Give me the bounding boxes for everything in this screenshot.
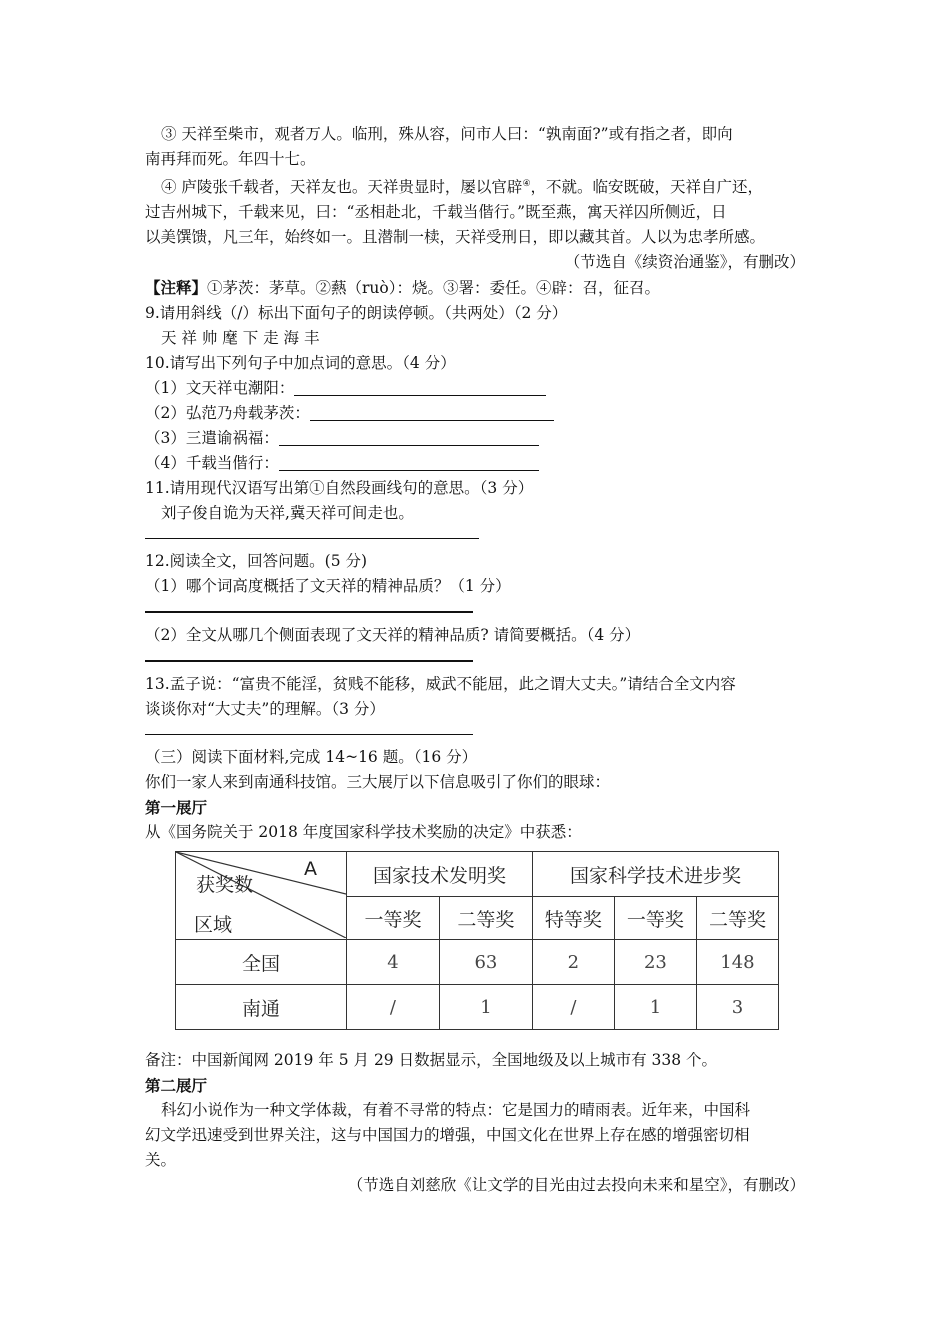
question-11: 11.请用现代汉语写出第①自然段画线句的意思。（3 分） [145,479,534,498]
hall-2-line-3: 关。 [145,1151,177,1170]
table-header-invention: 国家技术发明奖 [347,852,533,897]
para-3-line-1: ③ 天祥至柴市，观者万人。临刑，殊从容，问市人曰：“孰南面?”或有指之者，即向 [161,125,733,143]
hall-1-heading: 第一展厅 [145,798,208,818]
question-10-item-3-label: （3）三遣谕祸福： [145,429,279,448]
question-10-item-4-label: （4）千载当偕行： [145,454,279,473]
table-cell: 63 [439,940,532,985]
table-subheader: 二等奖 [696,897,778,940]
award-table [175,851,779,1030]
question-9: 9.请用斜线（/）标出下面句子的朗读停顿。（共两处）（2 分） [145,304,568,323]
table-cell: 2 [532,940,614,985]
hall-1-text: 从《国务院关于 2018 年度国家科学技术奖励的决定》中获悉： [145,823,582,842]
question-10-item-3 [145,426,805,451]
question-10-item-1-label: （1）文天祥屯潮阳： [145,379,295,398]
question-13-line-2: 谈谈你对“大丈夫”的理解。（3 分） [145,700,385,719]
table-row [176,940,779,985]
question-10-item-1 [145,376,805,401]
corner-label-a: A [304,858,317,881]
para-4-text-b: ，不就。临安既破，天祥自广还， [530,178,764,197]
table-row [176,985,779,1030]
table-corner-cell [176,852,347,940]
question-13-line-1: 13.孟子说：“富贵不能淫，贫贱不能移，威武不能屈，此之谓大丈夫。”请结合全文内容 [145,675,736,694]
table-cell: 3 [696,985,778,1030]
answer-blank[interactable] [310,404,554,421]
annotation-label: 【注释】 [145,278,208,298]
question-10-item-2 [145,401,805,426]
table-subheader: 一等奖 [347,897,440,940]
question-10-item-2-label: （2）弘范乃舟载茅茨： [145,404,310,423]
para-4-line-2: 过吉州城下，千载来见，曰：“丞相赴北，千载当偕行。”既至燕，寓天祥囚所侧近，日 [145,203,727,222]
table-row-label: 南通 [176,985,347,1030]
hall-2-line-1: 科幻小说作为一种文学体裁，有着不寻常的特点：它是国力的晴雨表。近年来，中国科 [161,1101,751,1120]
table-row-label: 全国 [176,940,347,985]
question-12-part-2: （2）全文从哪几个侧面表现了文天祥的精神品质? 请简要概括。（4 分） [145,626,641,645]
table-cell: 148 [696,940,778,985]
para-4-text-a: ④ 庐陵张千载者，天祥友也。天祥贵显时，屡以官辟 [161,178,523,197]
question-10-item-4 [145,451,805,476]
answer-line[interactable] [145,526,479,539]
answer-line[interactable] [145,648,473,662]
source-citation-2: （节选自刘慈欣《让文学的目光由过去投向未来和星空》，有删改） [347,1176,805,1195]
answer-blank[interactable] [279,429,539,446]
table-header-progress: 国家科学技术进步奖 [532,852,778,897]
source-citation-1: （节选自《续资治通鉴》，有删改） [564,253,805,272]
question-12: 12.阅读全文，回答问题。(5 分) [145,552,368,571]
table-cell: 1 [439,985,532,1030]
para-4-line-3: 以美馔馈，凡三年，始终如一。且潜制一椟，天祥受刑日，即以藏其首。人以为忠孝所感。 [145,228,766,247]
para-3-line-2: 南再拜而死。年四十七。 [145,150,316,168]
answer-line[interactable] [145,599,473,613]
footnote-marker: ④ [522,179,531,189]
table-subheader: 一等奖 [614,897,696,940]
table-subheader: 二等奖 [439,897,532,940]
hall-2-heading: 第二展厅 [145,1076,208,1096]
section-3-heading: （三）阅读下面材料,完成 14~16 题。（16 分） [145,748,478,767]
table-cell: / [532,985,614,1030]
corner-label-awards: 获奖数 [196,874,254,897]
remark-text: 备注：中国新闻网 2019 年 5 月 29 日数据显示，全国地级及以上城市有 338 个。 [145,1051,718,1070]
answer-blank[interactable] [294,379,546,396]
question-11-sentence: 刘子俊自诡为天祥,冀天祥可间走也。 [161,504,414,523]
hall-2-line-2: 幻文学迅速受到世界关注，这与中国国力的增强，中国文化在世界上存在感的增强密切相 [145,1126,750,1145]
question-10: 10.请写出下列句子中加点词的意思。（4 分） [145,354,456,373]
question-9-sentence: 天 祥 帅 麾 下 走 海 丰 [161,329,320,348]
annotation-line [145,275,805,301]
table-cell: 4 [347,940,440,985]
question-12-part-1: （1）哪个词高度概括了文天祥的精神品质？（1 分） [145,577,511,596]
para-4-line-1 [145,172,805,200]
table-cell: 23 [614,940,696,985]
exam-page [145,122,805,1198]
intro-text: 你们一家人来到南通科技馆。三大展厅以下信息吸引了你们的眼球： [145,773,611,792]
table-cell: 1 [614,985,696,1030]
answer-line[interactable] [145,722,473,735]
table-cell: / [347,985,440,1030]
annotation-text: ①茅茨：茅草。②爇（ruò）：烧。③署：委任。④辟：召，征召。 [207,279,660,298]
answer-blank[interactable] [279,454,539,471]
corner-label-region: 区域 [194,914,233,937]
table-subheader: 特等奖 [532,897,614,940]
